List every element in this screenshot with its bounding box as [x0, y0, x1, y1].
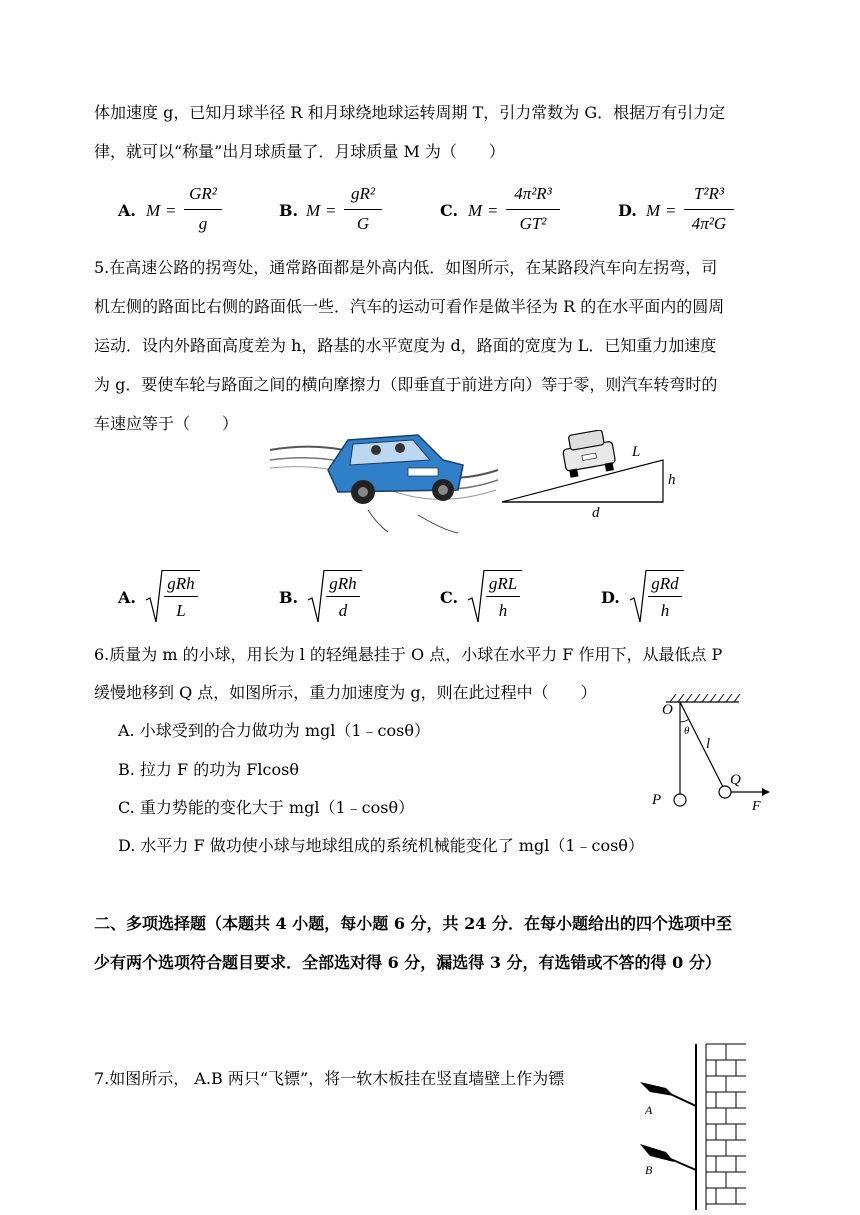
banked-road-diagram	[500, 430, 690, 520]
q5-option-c-label: C.	[440, 588, 459, 607]
pendulum-label-theta: θ	[684, 725, 690, 737]
section2-header-line1: 二、多项选择题（本题共 4 小题，每小题 6 分，共 24 分．在每小题给出的四个选项中至	[94, 914, 732, 933]
q5-option-b-formula: gRh d	[306, 568, 366, 628]
pendulum-label-l: l	[706, 736, 711, 752]
q5-text-line3: 运动．设内外路面高度差为 h，路基的水平宽度为 d，路面的宽度为 L．已知重力加速度	[94, 336, 717, 355]
q4-option-d-formula: M = T²R³ 4π²G	[646, 180, 766, 240]
diagram-label-L: L	[632, 444, 641, 460]
dart-label-A: A	[645, 1103, 653, 1117]
q6-option-a: A. 小球受到的合力做功为 mgl（1﹣cosθ）	[118, 721, 430, 740]
q4-option-a-formula: M = GR² g	[146, 180, 266, 240]
q6-option-d: D. 水平力 F 做功使小球与地球组成的系统机械能变化了 mgl（1﹣cosθ）	[118, 836, 644, 855]
q5-option-c-formula: gRL h	[466, 568, 526, 628]
q4-option-a-label: A.	[118, 201, 136, 220]
section2-header-line2: 少有两个选项符合题目要求．全部选对得 6 分，漏选得 3 分，有选错或不答的得 0 分）	[94, 953, 721, 972]
darts-wall-diagram	[636, 1040, 751, 1212]
pendulum-diagram	[644, 692, 774, 814]
q4-option-b-formula: M = gR² G	[306, 180, 426, 240]
q5-option-b-label: B.	[279, 588, 299, 607]
car-on-road-illustration	[268, 420, 500, 535]
diagram-label-h: h	[668, 472, 676, 488]
diagram-label-d: d	[592, 505, 600, 520]
q6-option-b: B. 拉力 F 的功为 Flcosθ	[118, 760, 299, 779]
q6-text-line1: 6.质量为 m 的小球，用长为 l 的轻绳悬挂于 O 点，小球在水平力 F 作用下，从最低点 P	[94, 645, 723, 664]
dart-label-B: B	[645, 1163, 653, 1177]
q4-option-c-label: C.	[440, 201, 459, 220]
pendulum-label-P: P	[652, 792, 662, 808]
q6-option-c: C. 重力势能的变化大于 mgl（1﹣cosθ）	[118, 798, 415, 817]
q4-option-d-label: D.	[618, 201, 637, 220]
pendulum-label-O: O	[662, 702, 673, 718]
q5-option-d-label: D.	[601, 588, 620, 607]
q4-text-line2: 律，就可以“称量”出月球质量了．月球质量 M 为（ ）	[94, 142, 505, 161]
q4-option-c-formula: M = 4π²R³ GT²	[468, 180, 588, 240]
q4-option-b-label: B.	[279, 201, 299, 220]
q5-option-a-formula: gRh L	[144, 568, 204, 628]
q5-option-d-formula: gRd h	[628, 568, 688, 628]
q5-text-line1: 5.在高速公路的拐弯处，通常路面都是外高内低．如图所示，在某路段汽车向左拐弯，司	[94, 258, 718, 277]
q5-text-line2: 机左侧的路面比右侧的路面低一些．汽车的运动可看作是做半径为 R 的在水平面内的圆周	[94, 297, 725, 316]
q6-text-line2: 缓慢地移到 Q 点，如图所示，重力加速度为 g，则在此过程中（ ）	[94, 683, 597, 702]
q5-text-line4: 为 g．要使车轮与路面之间的横向摩擦力（即垂直于前进方向）等于零，则汽车转弯时的	[94, 375, 718, 394]
pendulum-label-F: F	[752, 799, 761, 814]
q4-text-line1: 体加速度 g，已知月球半径 R 和月球绕地球运转周期 T，引力常数为 G．根据万有引力定	[94, 103, 726, 122]
q7-text-line1: 7.如图所示， A.B 两只“飞镖”，将一软木板挂在竖直墙壁上作为镖	[94, 1069, 565, 1088]
pendulum-label-Q: Q	[730, 772, 741, 788]
q5-text-line5: 车速应等于（ ）	[94, 414, 239, 433]
q5-option-a-label: A.	[118, 588, 136, 607]
